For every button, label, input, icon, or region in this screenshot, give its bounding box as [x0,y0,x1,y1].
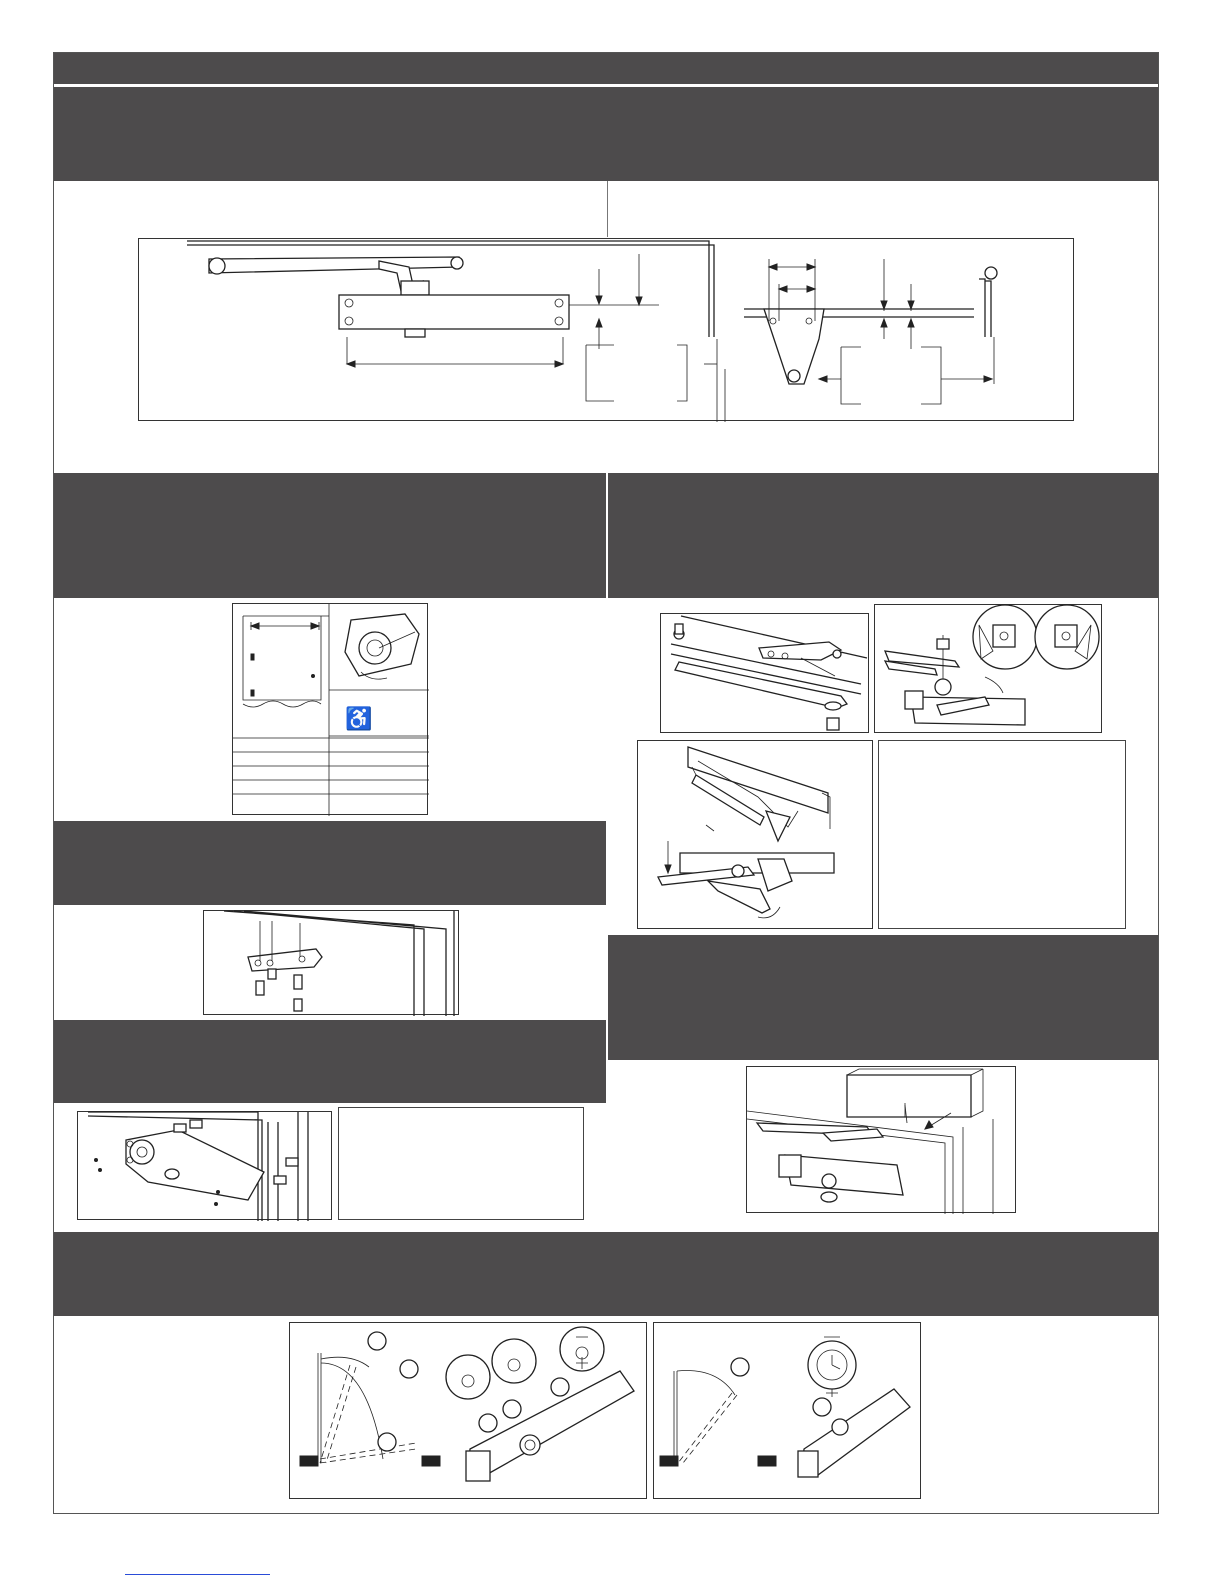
template-diagram [232,603,428,815]
section-2-heading-band [54,473,606,598]
delay-adjustment-diagram [653,1322,921,1499]
cover-install-diagram [746,1066,1016,1213]
section-3-heading-band [54,821,606,905]
dimension-diagram [138,238,1074,421]
section-4-note-box [338,1107,584,1220]
section-5-note-box [878,740,1126,929]
closer-mounting-diagram [77,1111,332,1220]
adjustment-valve-diagram [289,1322,647,1499]
footer-link[interactable] [125,1574,270,1575]
bracket-mounting-diagram [203,910,459,1015]
section-4-heading-band [54,1020,606,1103]
section-5-heading-band [608,473,1158,598]
arm-assembly-diagram [660,613,869,733]
section-6-heading-band [608,935,1158,1060]
section-7-heading-band [54,1232,1158,1316]
arm-rotation-diagram [637,740,873,929]
section-1-divider [607,181,608,237]
section-1-heading-band [54,87,1158,181]
arm-adjust-detail [874,604,1102,733]
wheelchair-icon: ♿ [345,706,373,731]
header-title-bar [54,53,1158,84]
